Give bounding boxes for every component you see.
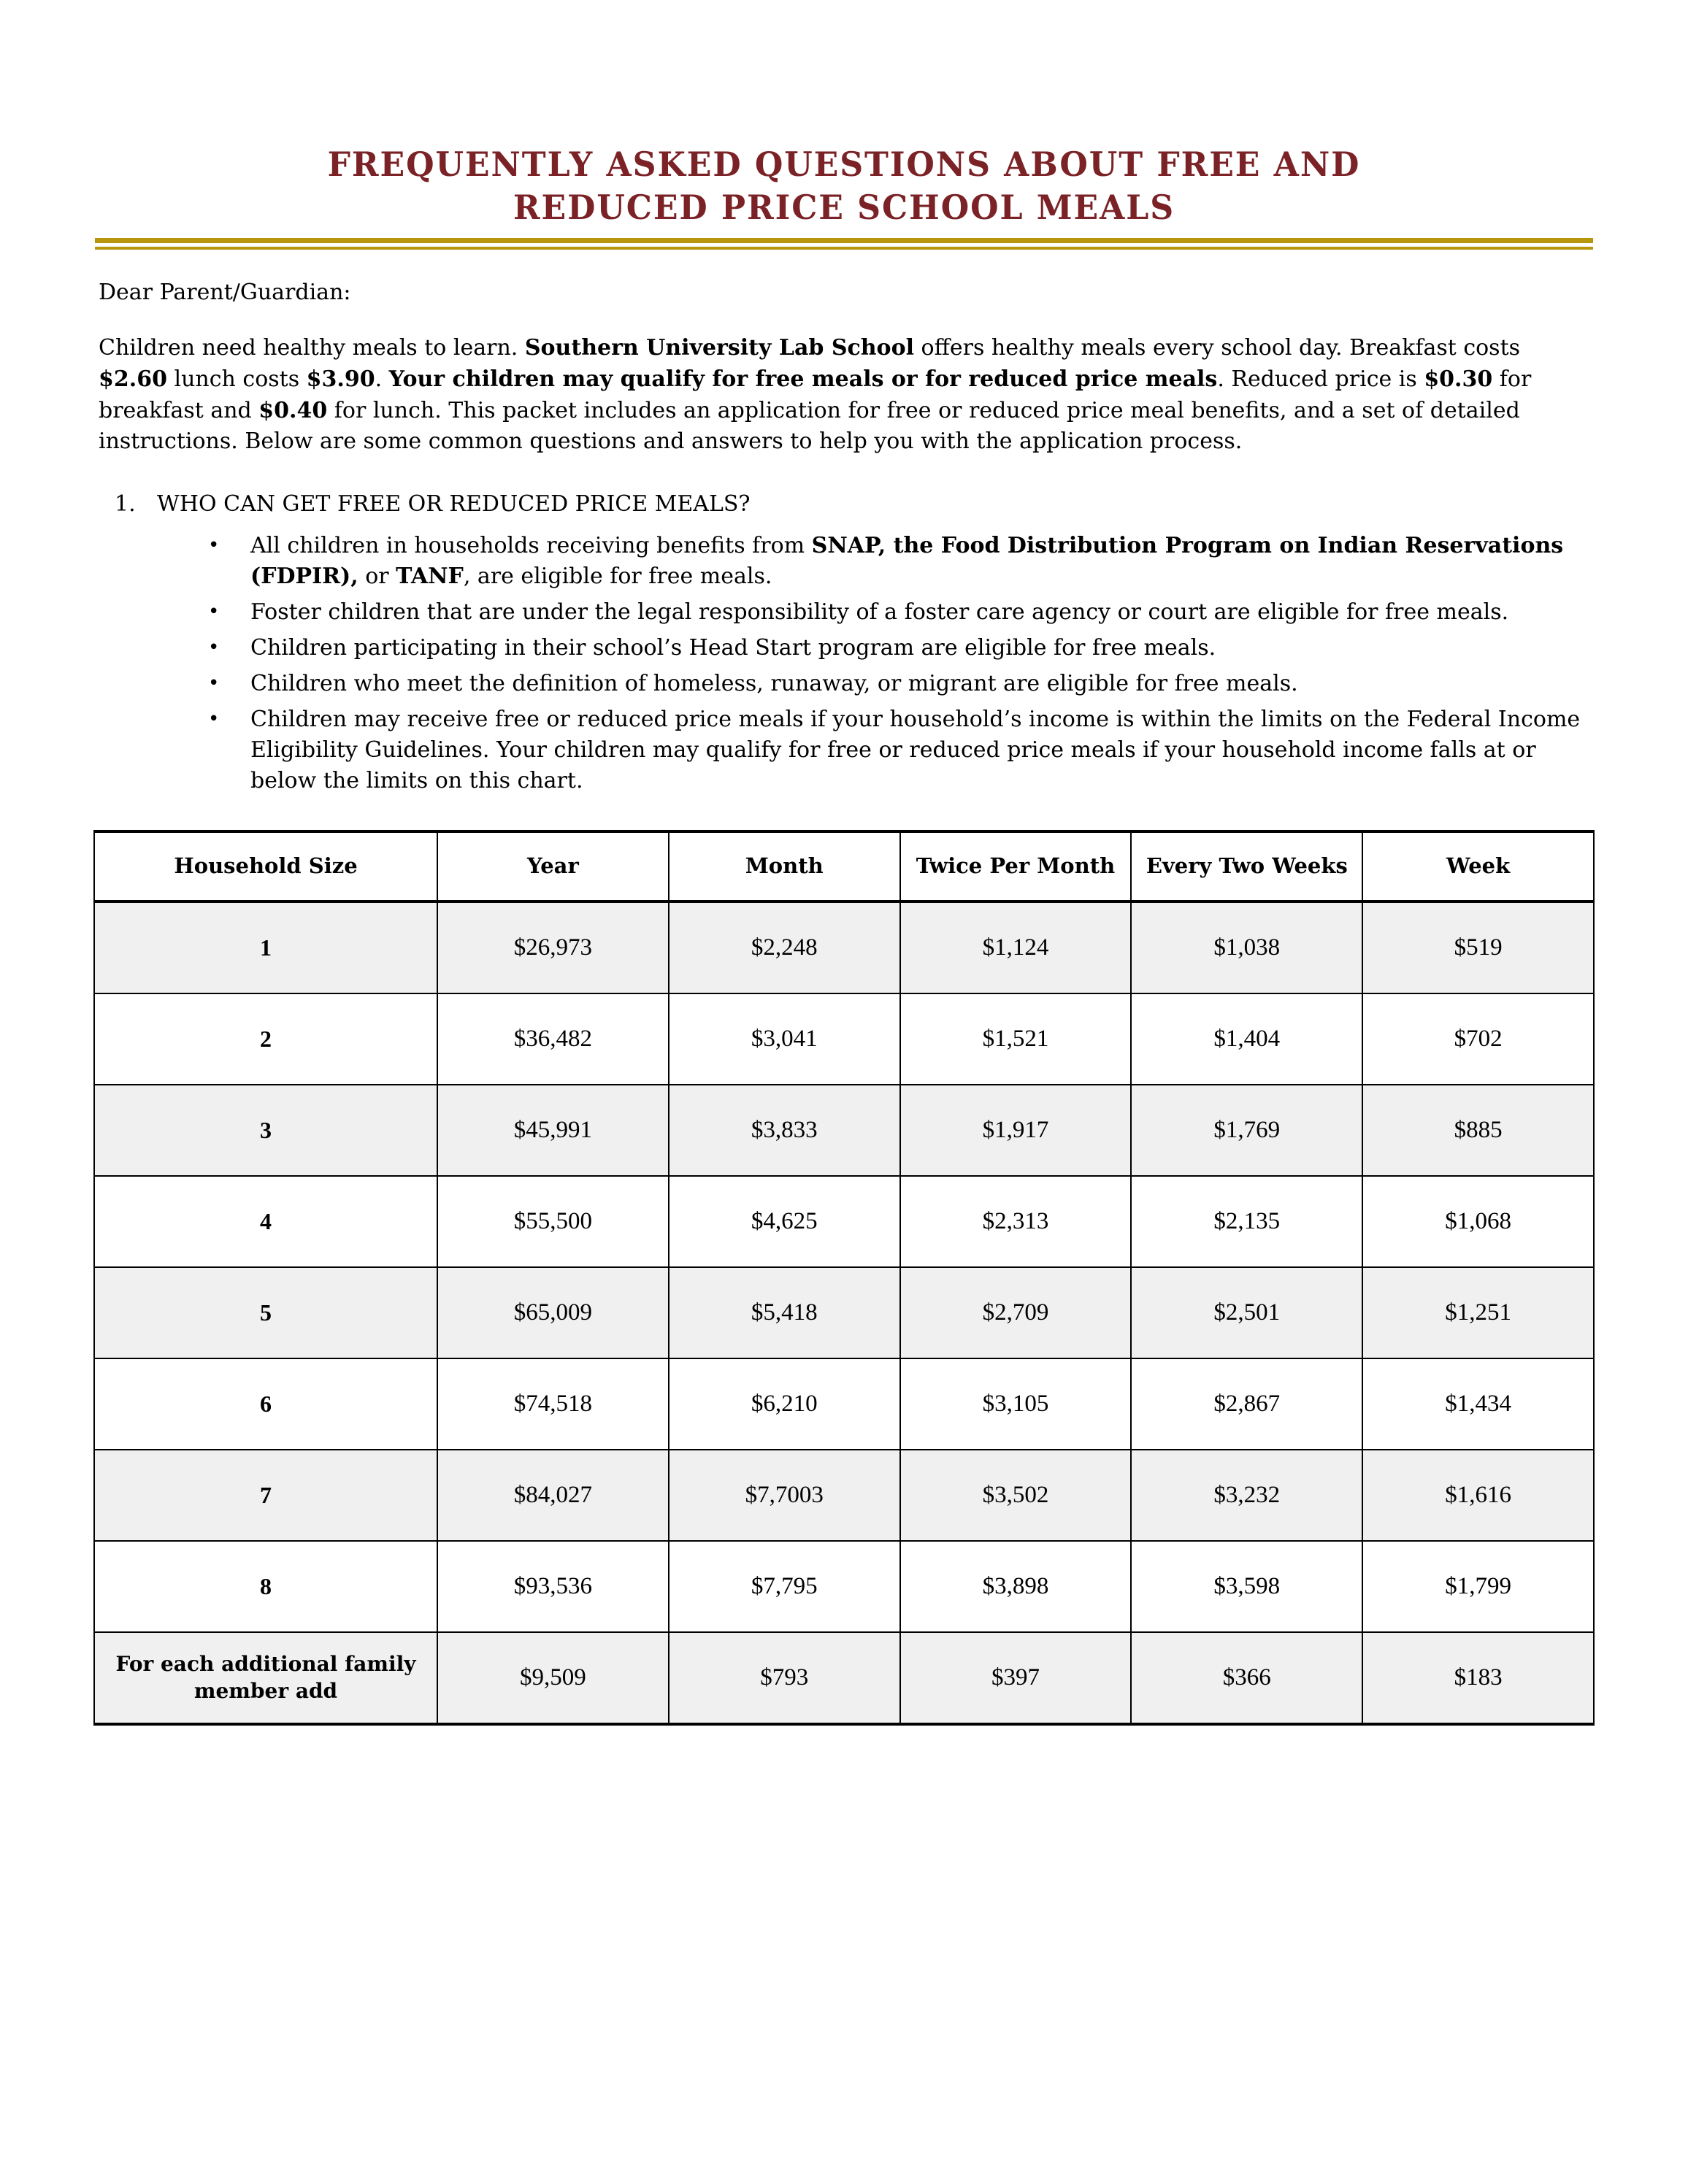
list-item bbox=[208, 597, 1595, 628]
table-row bbox=[94, 1358, 1594, 1450]
cell-household-size: 6 bbox=[94, 1358, 437, 1450]
table-row bbox=[94, 1632, 1594, 1724]
cell-year: $26,973 bbox=[437, 901, 669, 993]
cell-twice-per-month: $1,917 bbox=[900, 1085, 1132, 1176]
question-number: 1. bbox=[115, 491, 136, 518]
intro-text-g: for lunch. This packet includes an application for free or reduced price meal benefits, and a set of detailed instructions. Below are some common questions and answers to help you with the application process. bbox=[99, 397, 1520, 455]
list-item bbox=[208, 531, 1595, 592]
table-header-row bbox=[94, 831, 1594, 901]
column-header-every-two-weeks: Every Two Weeks bbox=[1131, 831, 1362, 901]
list-item-text bbox=[250, 531, 1595, 592]
cell-week: $885 bbox=[1362, 1085, 1594, 1176]
cell-year: $36,482 bbox=[437, 993, 669, 1085]
question-item-1 bbox=[115, 490, 1595, 519]
cell-twice-per-month: $2,709 bbox=[900, 1267, 1132, 1358]
cell-month: $793 bbox=[669, 1632, 900, 1724]
cell-household-size: 7 bbox=[94, 1450, 437, 1541]
bullet-1-programs: SNAP, the Food Distribution Program on Indian Reservations (FDPIR), bbox=[250, 533, 1564, 590]
intro-text-a: Children need healthy meals to learn. bbox=[99, 334, 525, 361]
cell-twice-per-month: $1,521 bbox=[900, 993, 1132, 1085]
cell-twice-per-month: $3,502 bbox=[900, 1450, 1132, 1541]
bullet-icon: • bbox=[208, 637, 220, 659]
cell-household-size: For each additional family member add bbox=[94, 1632, 437, 1724]
table-row bbox=[94, 1450, 1594, 1541]
cell-month: $3,041 bbox=[669, 993, 900, 1085]
eligibility-bullet-list bbox=[208, 531, 1595, 796]
bullet-icon: • bbox=[208, 534, 220, 557]
intro-text-f: for breakfast and bbox=[99, 366, 1532, 423]
cell-twice-per-month: $3,898 bbox=[900, 1541, 1132, 1632]
list-item bbox=[208, 669, 1595, 699]
cell-year: $84,027 bbox=[437, 1450, 669, 1541]
income-eligibility-table-wrap bbox=[93, 830, 1593, 1726]
cell-month: $6,210 bbox=[669, 1358, 900, 1450]
list-item bbox=[208, 633, 1595, 664]
cell-week: $1,616 bbox=[1362, 1450, 1594, 1541]
cell-every-two-weeks: $3,232 bbox=[1131, 1450, 1362, 1541]
cell-month: $7,7003 bbox=[669, 1450, 900, 1541]
cell-every-two-weeks: $2,135 bbox=[1131, 1176, 1362, 1267]
cell-household-size: 8 bbox=[94, 1541, 437, 1632]
cell-every-two-weeks: $1,769 bbox=[1131, 1085, 1362, 1176]
cell-month: $7,795 bbox=[669, 1541, 900, 1632]
gold-double-rule bbox=[95, 238, 1593, 250]
lunch-price: $3.90 bbox=[306, 366, 375, 392]
bullet-icon: • bbox=[208, 672, 220, 695]
column-header-month: Month bbox=[669, 831, 900, 901]
column-header-week: Week bbox=[1362, 831, 1594, 901]
table-row bbox=[94, 1085, 1594, 1176]
column-header-household-size: Household Size bbox=[94, 831, 437, 901]
table-header bbox=[94, 831, 1594, 901]
question-list bbox=[115, 490, 1595, 796]
body-content bbox=[99, 279, 1595, 796]
cell-month: $3,833 bbox=[669, 1085, 900, 1176]
cell-year: $93,536 bbox=[437, 1541, 669, 1632]
bullet-1-tanf: TANF bbox=[396, 564, 464, 590]
table-row bbox=[94, 901, 1594, 993]
cell-week: $183 bbox=[1362, 1632, 1594, 1724]
intro-text-e: . Reduced price is bbox=[1217, 366, 1424, 392]
cell-every-two-weeks: $366 bbox=[1131, 1632, 1362, 1724]
cell-every-two-weeks: $1,038 bbox=[1131, 901, 1362, 993]
question-text: WHO CAN GET FREE OR REDUCED PRICE MEALS? bbox=[157, 491, 751, 518]
bullet-icon: • bbox=[208, 601, 220, 623]
page-title-line-2: REDUCED PRICE SCHOOL MEALS bbox=[513, 187, 1175, 227]
bullet-1-b: or bbox=[358, 564, 396, 590]
qualify-statement: Your children may qualify for free meals or for reduced price meals bbox=[388, 366, 1218, 392]
gold-rule-thin bbox=[95, 247, 1593, 250]
cell-twice-per-month: $1,124 bbox=[900, 901, 1132, 993]
cell-week: $702 bbox=[1362, 993, 1594, 1085]
list-item-text: Foster children that are under the legal responsibility of a foster care agency or court are eligible for free meals. bbox=[250, 599, 1509, 626]
cell-month: $5,418 bbox=[669, 1267, 900, 1358]
reduced-lunch-price: $0.40 bbox=[258, 397, 328, 423]
column-header-twice-per-month: Twice Per Month bbox=[900, 831, 1132, 901]
page-title bbox=[125, 143, 1563, 229]
cell-every-two-weeks: $2,501 bbox=[1131, 1267, 1362, 1358]
column-header-year: Year bbox=[437, 831, 669, 901]
cell-week: $1,434 bbox=[1362, 1358, 1594, 1450]
reduced-breakfast-price: $0.30 bbox=[1424, 366, 1493, 392]
intro-text-d: . bbox=[375, 366, 389, 392]
cell-twice-per-month: $2,313 bbox=[900, 1176, 1132, 1267]
list-item-text: Children who meet the definition of homeless, runaway, or migrant are eligible for free meals. bbox=[250, 671, 1298, 697]
intro-text-b: offers healthy meals every school day. Breakfast costs bbox=[913, 334, 1521, 361]
cell-every-two-weeks: $2,867 bbox=[1131, 1358, 1362, 1450]
intro-text-c: lunch costs bbox=[166, 366, 307, 392]
cell-week: $519 bbox=[1362, 901, 1594, 993]
cell-every-two-weeks: $3,598 bbox=[1131, 1541, 1362, 1632]
income-eligibility-table bbox=[93, 830, 1595, 1726]
list-item-text: Children participating in their school’s Head Start program are eligible for free meals. bbox=[250, 635, 1216, 661]
cell-week: $1,251 bbox=[1362, 1267, 1594, 1358]
bullet-1-c: , are eligible for free meals. bbox=[463, 564, 772, 590]
cell-year: $9,509 bbox=[437, 1632, 669, 1724]
cell-twice-per-month: $3,105 bbox=[900, 1358, 1132, 1450]
table-body bbox=[94, 901, 1594, 1724]
cell-year: $45,991 bbox=[437, 1085, 669, 1176]
table-row bbox=[94, 1267, 1594, 1358]
cell-twice-per-month: $397 bbox=[900, 1632, 1132, 1724]
school-name: Southern University Lab School bbox=[524, 334, 914, 361]
cell-household-size: 1 bbox=[94, 901, 437, 993]
bullet-1-a: All children in households receiving benefits from bbox=[250, 533, 812, 559]
bullet-icon: • bbox=[208, 708, 220, 731]
cell-every-two-weeks: $1,404 bbox=[1131, 993, 1362, 1085]
cell-household-size: 5 bbox=[94, 1267, 437, 1358]
breakfast-price: $2.60 bbox=[99, 366, 167, 392]
cell-week: $1,068 bbox=[1362, 1176, 1594, 1267]
cell-household-size: 3 bbox=[94, 1085, 437, 1176]
table-row bbox=[94, 1541, 1594, 1632]
cell-year: $55,500 bbox=[437, 1176, 669, 1267]
cell-year: $74,518 bbox=[437, 1358, 669, 1450]
cell-month: $4,625 bbox=[669, 1176, 900, 1267]
cell-month: $2,248 bbox=[669, 901, 900, 993]
intro-paragraph bbox=[99, 333, 1595, 458]
list-item bbox=[208, 704, 1595, 796]
table-row bbox=[94, 1176, 1594, 1267]
cell-year: $65,009 bbox=[437, 1267, 669, 1358]
cell-household-size: 2 bbox=[94, 993, 437, 1085]
page-title-line-1: FREQUENTLY ASKED QUESTIONS ABOUT FREE AND bbox=[327, 145, 1361, 184]
gold-rule-thick bbox=[95, 238, 1593, 243]
table-row bbox=[94, 993, 1594, 1085]
salutation: Dear Parent/Guardian: bbox=[99, 279, 351, 305]
cell-week: $1,799 bbox=[1362, 1541, 1594, 1632]
list-item-text: Children may receive free or reduced price meals if your household’s income is within the limits on the Federal Income Eligibility Guidelines. Your children may qualify for free or reduced price meals if your household income falls at or below the limits on this chart. bbox=[250, 707, 1581, 794]
cell-household-size: 4 bbox=[94, 1176, 437, 1267]
title-block bbox=[95, 143, 1593, 250]
